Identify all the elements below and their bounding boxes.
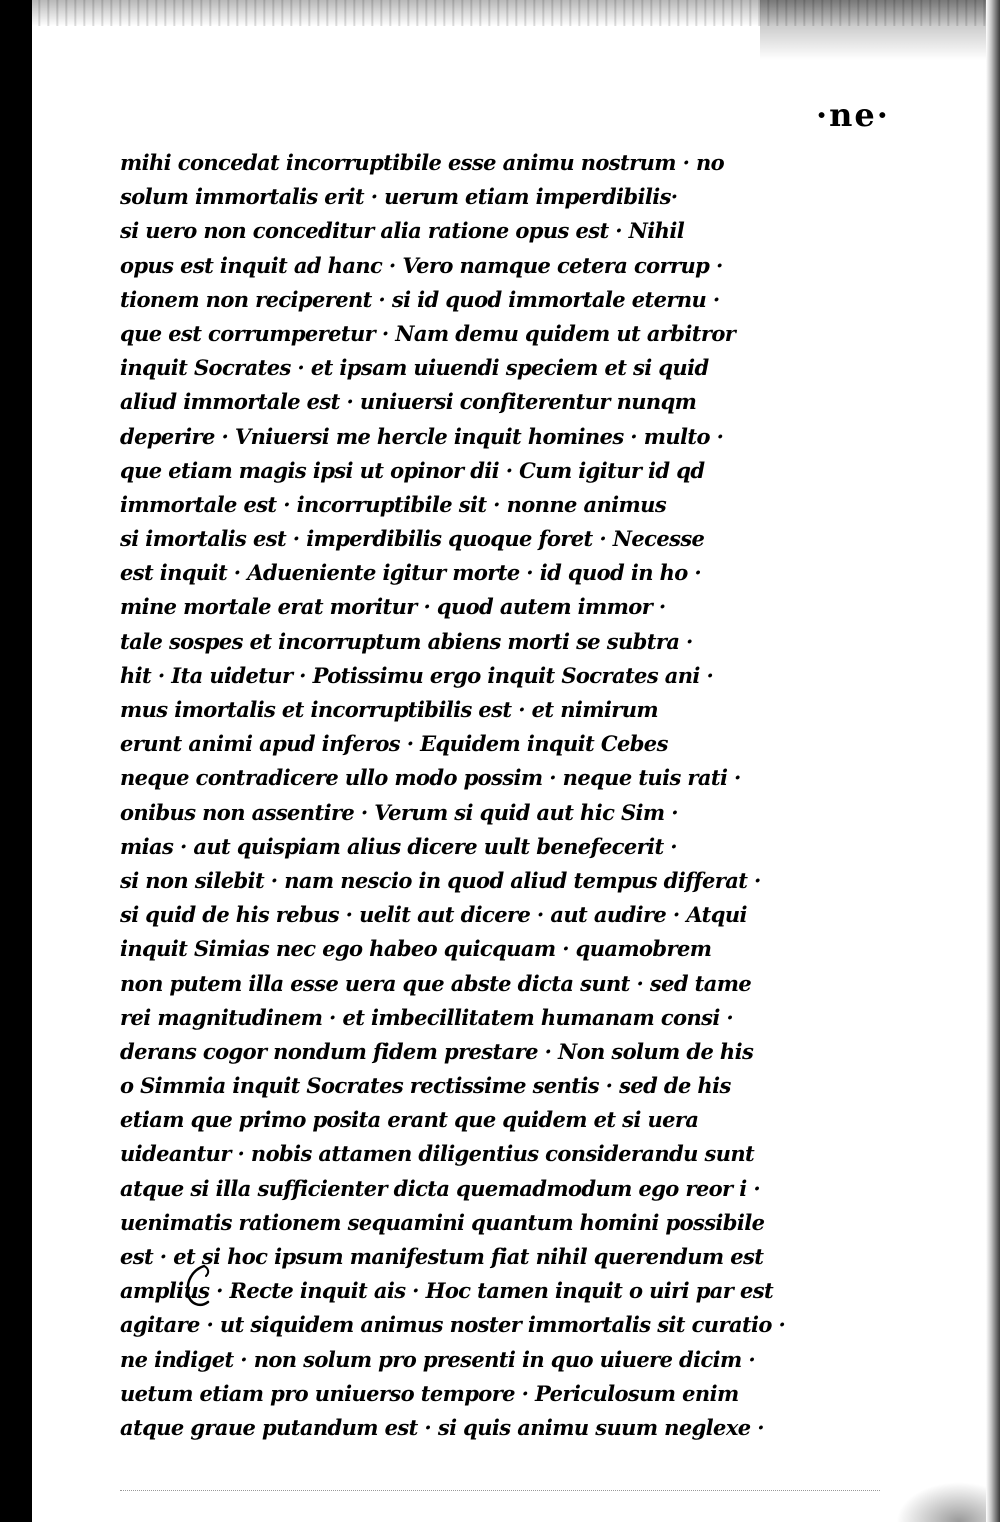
text-line: solum immortalis erit · uerum etiam imperdibilis· bbox=[120, 184, 678, 210]
text-line: mihi concedat incorruptibile esse animu nostrum · no bbox=[120, 150, 725, 175]
text-line: uideantur · nobis attamen diligentius considerandu sunt bbox=[120, 1141, 755, 1167]
text-line: est · et si hoc ipsum manifestum fiat nihil querendum est bbox=[120, 1244, 764, 1269]
text-line: amplius · Recte inquit ais · Hoc tamen inquit o uiri par est bbox=[120, 1278, 774, 1304]
text-line: opus est inquit ad hanc · Vero namque cetera corrup · bbox=[120, 252, 723, 278]
folio-number: ·ne· bbox=[816, 96, 890, 134]
text-line: neque contradicere ullo modo possim · neque tuis rati · bbox=[120, 765, 741, 791]
text-line: atque si illa sufficienter dicta quemadmodum ego reor i · bbox=[120, 1175, 761, 1201]
bottom-margin-rule bbox=[120, 1490, 880, 1491]
text-line: si uero non conceditur alia ratione opus est · Nihil bbox=[120, 218, 685, 244]
text-line: erunt animi apud inferos · Equidem inquit Cebes bbox=[120, 731, 668, 757]
text-line: uenimatis rationem sequamini quantum homini possibile bbox=[120, 1209, 765, 1235]
text-line: mias · aut quispiam alius dicere uult benefecerit · bbox=[120, 833, 678, 859]
text-line: inquit Socrates · et ipsam uiuendi speciem et si quid bbox=[120, 355, 709, 381]
text-line: mine mortale erat moritur · quod autem immor · bbox=[120, 594, 666, 620]
text-line: si imortalis est · imperdibilis quoque foret · Necesse bbox=[120, 526, 705, 552]
text-line: tionem non reciperent · si id quod immortale eternu · bbox=[120, 286, 720, 312]
catchword-flourish-icon bbox=[182, 1262, 222, 1312]
text-line: agitare · ut siquidem animus noster immortalis sit curatio · bbox=[120, 1312, 786, 1338]
text-line: si quid de his rebus · uelit aut dicere · aut audire · Atqui bbox=[120, 902, 747, 928]
text-line: tale sospes et incorruptum abiens morti se subtra · bbox=[120, 628, 693, 654]
text-line: onibus non assentire · Verum si quid aut hic Sim · bbox=[120, 799, 678, 825]
scan-top-corner-stain bbox=[760, 0, 986, 60]
text-line: non putem illa esse uera que abste dicta sunt · sed tame bbox=[120, 970, 752, 996]
text-line: rei magnitudinem · et imbecillitatem humanam consi · bbox=[120, 1004, 734, 1030]
text-line: uetum etiam pro uniuerso tempore · Periculosum enim bbox=[120, 1380, 739, 1406]
bottom-corner-stain bbox=[896, 1482, 986, 1522]
text-line: est inquit · Adueniente igitur morte · id quod in ho · bbox=[120, 560, 702, 586]
page-right-edge bbox=[986, 0, 1000, 1522]
text-line: ne indiget · non solum pro presenti in quo uiuere dicim · bbox=[120, 1346, 756, 1372]
text-line: atque graue putandum est · si quis animu suum neglexe · bbox=[120, 1414, 764, 1440]
text-line: aliud immortale est · uniuersi confiterentur nunqm bbox=[120, 389, 697, 415]
text-line: etiam que primo posita erant que quidem et si uera bbox=[120, 1107, 699, 1133]
text-line: inquit Simias nec ego habeo quicquam · quamobrem bbox=[120, 936, 712, 962]
text-line: hit · Ita uidetur · Potissimu ergo inquit Socrates ani · bbox=[120, 662, 714, 688]
text-line: immortale est · incorruptibile sit · nonne animus bbox=[120, 491, 667, 517]
text-line: o Simmia inquit Socrates rectissime sentis · sed de his bbox=[120, 1073, 731, 1099]
text-line: deperire · Vniuersi me hercle inquit homines · multo · bbox=[120, 423, 724, 449]
text-line: si non silebit · nam nescio in quod aliud tempus differat · bbox=[120, 867, 761, 893]
scan-left-border bbox=[0, 0, 32, 1522]
manuscript-text bbox=[120, 146, 810, 1445]
text-line: mus imortalis et incorruptibilis est · et nimirum bbox=[120, 697, 658, 722]
text-line: que etiam magis ipsi ut opinor dii · Cum igitur id qd bbox=[120, 457, 705, 483]
text-line: que est corrumperetur · Nam demu quidem ut arbitror bbox=[120, 320, 736, 346]
text-line: derans cogor nondum fidem prestare · Non solum de his bbox=[120, 1038, 754, 1064]
